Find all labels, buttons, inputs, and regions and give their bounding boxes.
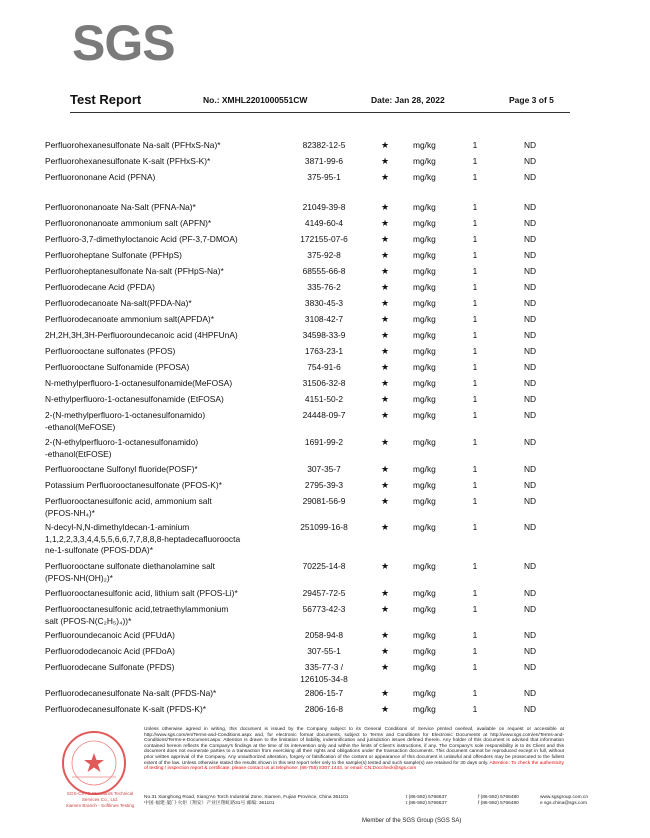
detection-limit: 1: [472, 604, 478, 614]
unit: mg/kg: [413, 646, 436, 656]
unit: mg/kg: [413, 588, 436, 598]
unit: mg/kg: [413, 496, 436, 506]
cas-number: 2795-39-3: [304, 480, 344, 490]
accreditation-star-icon: ★: [380, 588, 390, 598]
substance-name: N-ethylperfluoro-1-octanesulfonamide (EtFOSA): [45, 394, 224, 404]
accreditation-star-icon: ★: [380, 330, 390, 340]
unit: mg/kg: [413, 688, 436, 698]
accreditation-star-icon: ★: [380, 362, 390, 372]
unit: mg/kg: [413, 362, 436, 372]
detection-limit: 1: [472, 156, 478, 166]
substance-name: 2H,2H,3H,3H-Perfluoroundecanoic acid (4HPFUnA): [45, 330, 238, 340]
accreditation-star-icon: ★: [380, 496, 390, 506]
cas-number: 307-55-1: [307, 646, 341, 656]
detection-limit: 1: [472, 202, 478, 212]
result: ND: [523, 346, 537, 356]
accreditation-star-icon: ★: [380, 464, 390, 474]
terms-fine-print: Unless otherwise agreed in writing, this document is issued by the Company subject to its General Conditions of Service printed overleaf, available on request or accessible at http://www.sgs.com/en/Terms-and-Conditions.aspx and, for electronic format documents, subject to Terms and Conditions for Electronic Documents at http://www.sgs.com/en/Terms-and-Conditions/Terms-e-Document.aspx. Attention is drawn to the limitation of liability, indemnification and jurisdiction issues defined therein. Any holder of this document is advised that information contained hereon reflects the Company's findings at the time of its intervention only and within the limits of Client's instructions, if any. The Company's sole responsibility is to its Client and this document does not exonerate parties to a transaction from exercising all their rights and obligations under the transaction documents. This document cannot be reproduced except in full, without prior written approval of the Company. Any unauthorized alteration, forgery or falsification of the content or appearance of this document is unlawful and offenders may be prosecuted to the fullest extent of the law. Unless otherwise stated the results shown in this test report refer only to the sample(s) tested and such sample(s) are retained for 30 days only. Attention: To check the authenticity of testing / inspection report & certificate, please contact us at telephone: (86-755) 8307 1443, or email: CN.Doccheck@sgs.com: [144, 727, 564, 772]
detection-limit: 1: [472, 646, 478, 656]
detection-limit: 1: [472, 464, 478, 474]
accreditation-star-icon: ★: [380, 646, 390, 656]
cas-number: 21049-39-8: [302, 202, 346, 212]
authenticity-notice: Attention: To check the authenticity of testing / inspection report & certificate, please contact us at telephone: (86-755) 8307 1443, or email: CN.Doccheck@sgs.com: [144, 760, 564, 772]
unit: mg/kg: [413, 140, 436, 150]
unit: mg/kg: [413, 410, 436, 420]
member-statement: Member of the SGS Group (SGS SA): [362, 818, 462, 824]
substance-name: Perfluorohexanesulfonate K-salt (PFHxS-K)*: [45, 156, 211, 166]
detection-limit: 1: [472, 410, 478, 420]
substance-name: Perfluorodecane Sulfonate (PFDS): [45, 662, 175, 672]
accreditation-star-icon: ★: [380, 140, 390, 150]
accreditation-star-icon: ★: [380, 250, 390, 260]
substance-name: 2-(N-methylperfluoro-1-octanesulfonamido) -ethanol(MeFOSE): [45, 410, 206, 432]
detection-limit: 1: [472, 588, 478, 598]
result: ND: [523, 688, 537, 698]
cas-number: 3108-42-7: [304, 314, 344, 324]
address-cn: 中国·福建·厦门·火炬（翔安）产业区翔虹路31号 邮编: 361101: [144, 801, 275, 806]
cas-number: 70225-14-8: [302, 561, 346, 571]
seal-caption: SGS-CSTC Standards Technical Services Co., Ltd. Xiamen Branch - Softlines Testing: [65, 791, 135, 808]
unit: mg/kg: [413, 314, 436, 324]
cas-number: 335-76-2: [307, 282, 341, 292]
substance-name: 2-(N-ethylperfluoro-1-octanesulfonamido) -ethanol(EtFOSE): [45, 437, 199, 459]
substance-name: Perfluorodecanesulfonate K-salt (PFDS-K)*: [45, 704, 207, 714]
unit: mg/kg: [413, 250, 436, 260]
substance-name: Perfluoroheptane Sulfonate (PFHpS): [45, 250, 182, 260]
detection-limit: 1: [472, 282, 478, 292]
unit: mg/kg: [413, 218, 436, 228]
cas-number: 375-92-8: [307, 250, 341, 260]
result: ND: [523, 630, 537, 640]
tel-en: t (86-592) 5766637: [406, 795, 447, 800]
unit: mg/kg: [413, 346, 436, 356]
detection-limit: 1: [472, 480, 478, 490]
svg-text:SGS: SGS: [72, 15, 175, 71]
unit: mg/kg: [413, 480, 436, 490]
page-number: Page 3 of 5: [509, 95, 554, 105]
unit: mg/kg: [413, 522, 436, 532]
report-title: Test Report: [70, 92, 142, 107]
cas-number: 82382-12-5: [302, 140, 346, 150]
substance-name: Perfluorooctane Sulfonyl fluoride(POSF)*: [45, 464, 198, 474]
result: ND: [523, 282, 537, 292]
detection-limit: 1: [472, 250, 478, 260]
substance-name: Perfluorooctane sulfonates (PFOS): [45, 346, 176, 356]
accreditation-star-icon: ★: [380, 561, 390, 571]
detection-limit: 1: [472, 662, 478, 672]
cas-number: 68555-66-8: [302, 266, 346, 276]
accreditation-star-icon: ★: [380, 172, 390, 182]
cas-number: 31506-32-8: [302, 378, 346, 388]
email: e sgs.china@sgs.com: [540, 801, 587, 806]
address-en: No.31 Xianghong Road, Xiang'An Torch Industrial Zone, Xiamen, Fujian Province, China 361101: [144, 795, 349, 800]
detection-limit: 1: [472, 437, 478, 447]
cas-number: 2806-16-8: [304, 704, 344, 714]
result: ND: [523, 646, 537, 656]
result: ND: [523, 561, 537, 571]
cas-number: 29081-56-9: [302, 496, 346, 506]
cas-number: 335-77-3 / 126105-34-8: [300, 662, 348, 684]
detection-limit: 1: [472, 218, 478, 228]
detection-limit: 1: [472, 561, 478, 571]
unit: mg/kg: [413, 394, 436, 404]
result: ND: [523, 218, 537, 228]
accreditation-star-icon: ★: [380, 234, 390, 244]
unit: mg/kg: [413, 298, 436, 308]
result: ND: [523, 480, 537, 490]
detection-limit: 1: [472, 704, 478, 714]
accreditation-star-icon: ★: [380, 266, 390, 276]
detection-limit: 1: [472, 394, 478, 404]
cas-number: 4149-60-4: [304, 218, 344, 228]
accreditation-star-icon: ★: [380, 662, 390, 672]
result: ND: [523, 604, 537, 614]
unit: mg/kg: [413, 464, 436, 474]
result: ND: [523, 314, 537, 324]
cas-number: 3871-99-6: [304, 156, 344, 166]
substance-name: Perfluorooctanesulfonic acid,tetraethylammonium salt (PFOS-N(C₂H₅)₄))*: [45, 604, 229, 626]
cas-number: 34598-33-9: [302, 330, 346, 340]
result: ND: [523, 704, 537, 714]
unit: mg/kg: [413, 662, 436, 672]
cas-number: 307-35-7: [307, 464, 341, 474]
cas-number: 1763-23-1: [304, 346, 344, 356]
result: ND: [523, 250, 537, 260]
substance-name: Perfluorononanoate ammonium salt (APFN)*: [45, 218, 212, 228]
substance-name: Perfluorodecanoate Na-salt(PFDA-Na)*: [45, 298, 192, 308]
substance-name: Perfluoro-3,7-dimethyloctanoic Acid (PF-3,7-DMOA): [45, 234, 238, 244]
cas-number: 251099-16-8: [300, 522, 348, 532]
substance-name: Perfluorodecane Acid (PFDA): [45, 282, 155, 292]
address-block: [144, 795, 588, 807]
website: www.sgsgroup.com.cn: [540, 795, 588, 800]
report-date: Date: Jan 28, 2022: [371, 95, 445, 105]
report-number: No.: XMHL2201000551CW: [203, 95, 308, 105]
cas-number: 1691-99-2: [304, 437, 344, 447]
detection-limit: 1: [472, 522, 478, 532]
accreditation-star-icon: ★: [380, 346, 390, 356]
result: ND: [523, 437, 537, 447]
accreditation-star-icon: ★: [380, 282, 390, 292]
substance-name: Perfluorooctanesulfonic acid, lithium salt (PFOS-Li)*: [45, 588, 238, 598]
accreditation-star-icon: ★: [380, 437, 390, 447]
accreditation-star-icon: ★: [380, 480, 390, 490]
company-seal: [60, 729, 128, 797]
detection-limit: 1: [472, 378, 478, 388]
cas-number: 375-95-1: [307, 172, 341, 182]
result: ND: [523, 662, 537, 672]
accreditation-star-icon: ★: [380, 218, 390, 228]
detection-limit: 1: [472, 234, 478, 244]
substance-name: Perfluorohexanesulfonate Na-salt (PFHxS-Na)*: [45, 140, 221, 150]
accreditation-star-icon: ★: [380, 156, 390, 166]
result: ND: [523, 522, 537, 532]
accreditation-star-icon: ★: [380, 394, 390, 404]
substance-name: Perfluorononanoate Na-Salt (PFNA-Na)*: [45, 202, 196, 212]
result: ND: [523, 156, 537, 166]
detection-limit: 1: [472, 140, 478, 150]
result: ND: [523, 496, 537, 506]
unit: mg/kg: [413, 378, 436, 388]
cas-number: 29457-72-5: [302, 588, 346, 598]
detection-limit: 1: [472, 688, 478, 698]
substance-name: N-methylperfluoro-1-octanesulfonamide(MeFOSA): [45, 378, 233, 388]
unit: mg/kg: [413, 630, 436, 640]
accreditation-star-icon: ★: [380, 522, 390, 532]
result: ND: [523, 588, 537, 598]
substance-name: Perfluorodecanesulfonate Na-salt (PFDS-Na)*: [45, 688, 217, 698]
accreditation-star-icon: ★: [380, 378, 390, 388]
cas-number: 4151-50-2: [304, 394, 344, 404]
detection-limit: 1: [472, 346, 478, 356]
cas-number: 2806-15-7: [304, 688, 344, 698]
result: ND: [523, 410, 537, 420]
detection-limit: 1: [472, 314, 478, 324]
cas-number: 3830-45-3: [304, 298, 344, 308]
accreditation-star-icon: ★: [380, 630, 390, 640]
substance-name: N-decyl-N,N-dimethyldecan-1-aminium 1,1,2,2,3,3,4,4,5,5,6,6,7,7,8,8,8-heptadecafluoroocta ne-1-sulfonate (PFOS-DDA)*: [45, 522, 241, 555]
substance-name: Perfluorononane Acid (PFNA): [45, 172, 156, 182]
accreditation-star-icon: ★: [380, 202, 390, 212]
accreditation-star-icon: ★: [380, 604, 390, 614]
result: ND: [523, 394, 537, 404]
cas-number: 24448-09-7: [302, 410, 346, 420]
unit: mg/kg: [413, 202, 436, 212]
detection-limit: 1: [472, 362, 478, 372]
cas-number: 172155-07-6: [300, 234, 348, 244]
page-footer: [60, 727, 588, 827]
fax-cn: f (86-592) 5766480: [478, 801, 519, 806]
detection-limit: 1: [472, 630, 478, 640]
accreditation-star-icon: ★: [380, 410, 390, 420]
result: ND: [523, 202, 537, 212]
unit: mg/kg: [413, 234, 436, 244]
result: ND: [523, 330, 537, 340]
result: ND: [523, 172, 537, 182]
fax-en: f (86-592) 5766480: [478, 795, 519, 800]
unit: mg/kg: [413, 282, 436, 292]
substance-name: Perfluorooctanesulfonic acid, ammonium salt (PFOS-NH₄)*: [45, 496, 212, 518]
cas-number: 754-91-6: [307, 362, 341, 372]
substance-name: Perfluoroheptanesulfonate Na-salt (PFHpS-Na)*: [45, 266, 224, 276]
unit: mg/kg: [413, 604, 436, 614]
cas-number: 2058-94-8: [304, 630, 344, 640]
result: ND: [523, 140, 537, 150]
detection-limit: 1: [472, 172, 478, 182]
result: ND: [523, 378, 537, 388]
detection-limit: 1: [472, 266, 478, 276]
tel-cn: t (86-592) 5766637: [406, 801, 447, 806]
result: ND: [523, 298, 537, 308]
unit: mg/kg: [413, 437, 436, 447]
accreditation-star-icon: ★: [380, 314, 390, 324]
result: ND: [523, 362, 537, 372]
accreditation-star-icon: ★: [380, 688, 390, 698]
unit: mg/kg: [413, 330, 436, 340]
detection-limit: 1: [472, 330, 478, 340]
result: ND: [523, 234, 537, 244]
substance-name: Perfluorooctane Sulfonamide (PFOSA): [45, 362, 190, 372]
substance-name: Perfluoroundecanoic Acid (PFUdA): [45, 630, 175, 640]
detection-limit: 1: [472, 298, 478, 308]
substance-name: Perfluorooctane sulfonate diethanolamine salt (PFOS-NH(OH)₂)*: [45, 561, 215, 583]
substance-name: Potassium Perfluorooctanesulfonate (PFOS-K)*: [45, 480, 222, 490]
accreditation-star-icon: ★: [380, 704, 390, 714]
result: ND: [523, 266, 537, 276]
unit: mg/kg: [413, 172, 436, 182]
result: ND: [523, 464, 537, 474]
unit: mg/kg: [413, 156, 436, 166]
unit: mg/kg: [413, 704, 436, 714]
accreditation-star-icon: ★: [380, 298, 390, 308]
substance-name: Perfluorododecanoic Acid (PFDoA): [45, 646, 175, 656]
substance-name: Perfluorodecanoate ammonium salt(APFDA)*: [45, 314, 214, 324]
detection-limit: 1: [472, 496, 478, 506]
unit: mg/kg: [413, 266, 436, 276]
cas-number: 56773-42-3: [302, 604, 346, 614]
unit: mg/kg: [413, 561, 436, 571]
